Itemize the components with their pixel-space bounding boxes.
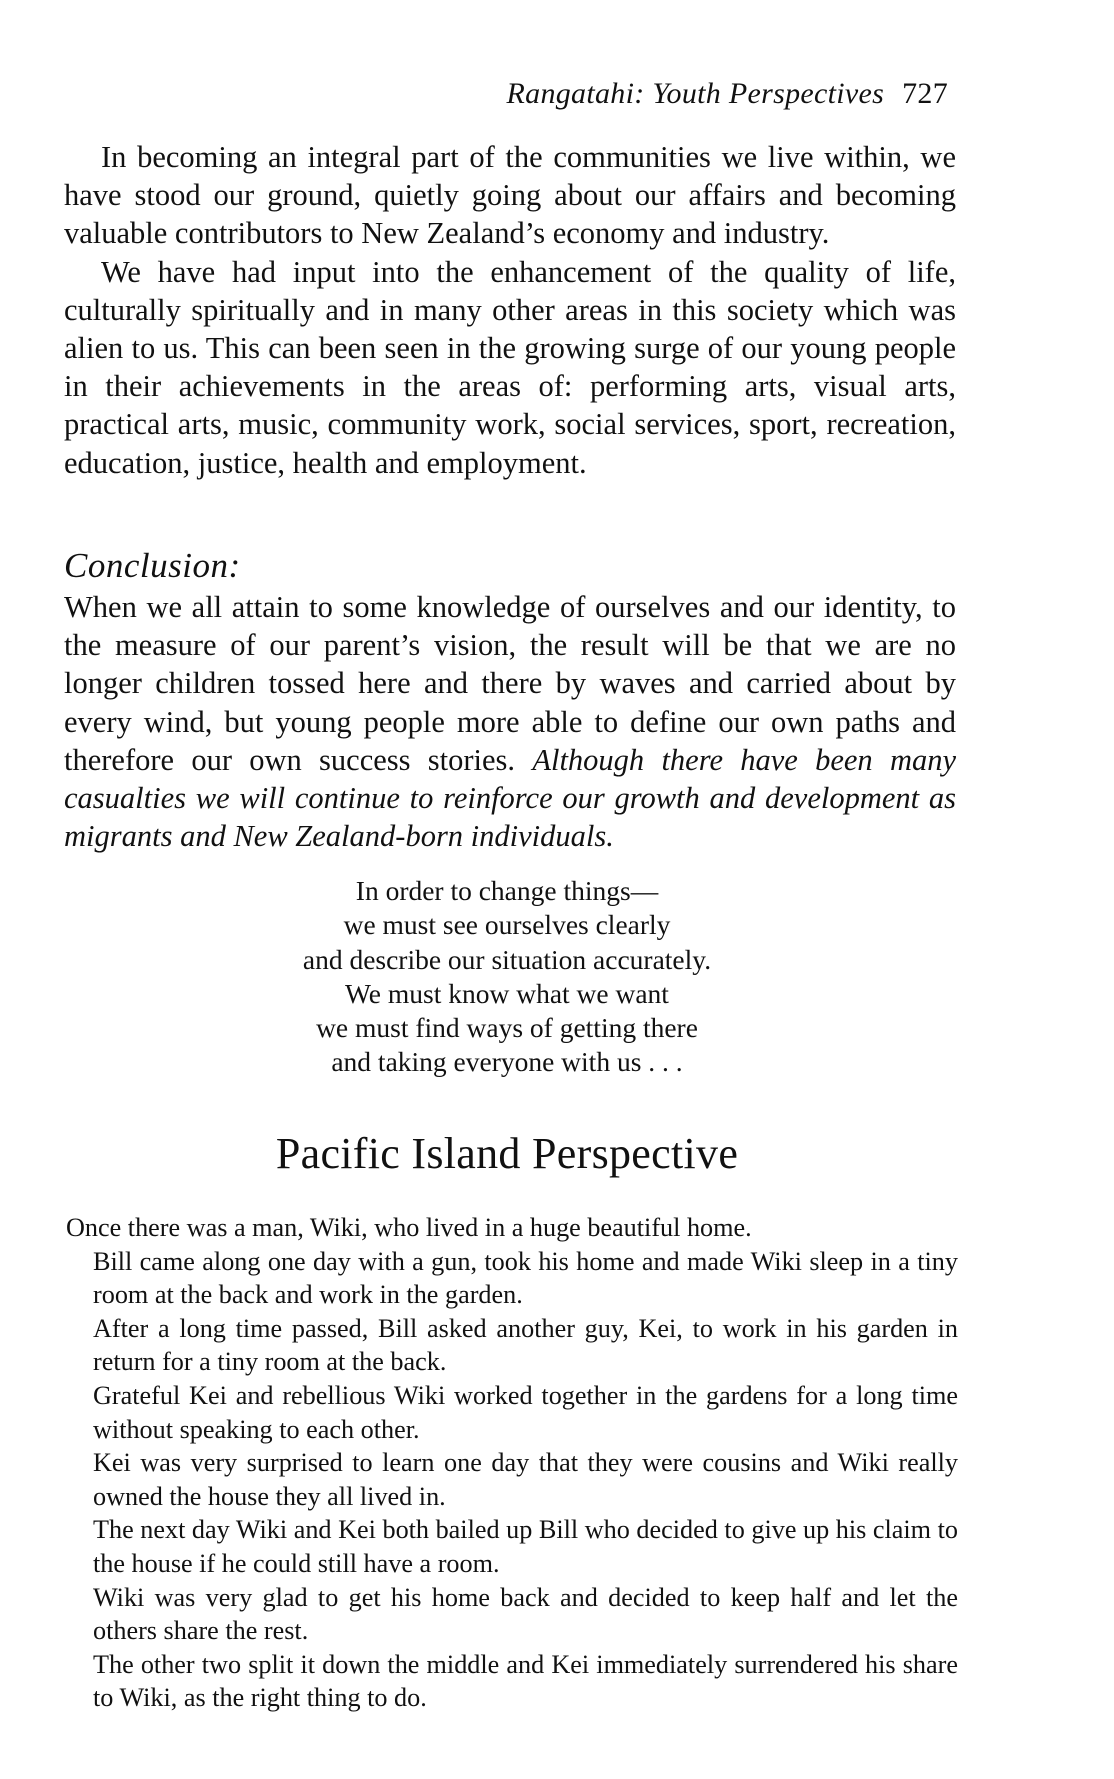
story-paragraph: Bill came along one day with a gun, took his home and made Wiki sleep in a tiny room at the back and work in the garden. bbox=[93, 1246, 958, 1310]
pacific-story bbox=[66, 1211, 958, 1715]
poem-line: we must find ways of getting there bbox=[316, 1012, 698, 1044]
conclusion-heading: Conclusion: bbox=[64, 546, 241, 585]
poem-line: and taking everyone with us . . . bbox=[331, 1046, 683, 1078]
poem-line: In order to change things— bbox=[355, 875, 659, 906]
pacific-island-heading: Pacific Island Perspective bbox=[275, 1129, 739, 1178]
page-number: 727 bbox=[902, 77, 948, 110]
conclusion-paragraph bbox=[64, 588, 956, 855]
running-title: Rangatahi: Youth Perspectives bbox=[506, 77, 885, 110]
poem-line: We must know what we want bbox=[345, 977, 669, 1009]
story-paragraph: The other two split it down the middle and Kei immediately surrendered his share to Wiki, as the right thing to do. bbox=[93, 1649, 958, 1713]
intro-section bbox=[64, 138, 956, 482]
conclusion-section bbox=[64, 588, 956, 855]
intro-paragraph-1: In becoming an integral part of the communities we live within, we have stood our ground, quietly going about our affairs and becoming valuable contributors to New Zealand’s economy and industry. bbox=[64, 140, 956, 251]
poem-line: and describe our situation accurately. bbox=[302, 943, 712, 975]
story-paragraph: After a long time passed, Bill asked another guy, Kei, to work in his garden in return for a tiny room at the back. bbox=[93, 1313, 958, 1377]
running-header bbox=[0, 76, 948, 112]
intro-paragraph-2: We have had input into the enhancement of the quality of life, culturally spiritually and in many other areas in this society which was alien to us. This can been seen in the growing surge of our young people in their achievements in the areas of: performing arts, visual arts, practical arts, music, community work, social services, sport, recreation, education, justice, health and employment. bbox=[64, 254, 956, 480]
poem-block bbox=[0, 874, 1014, 1080]
conclusion-text: When we all attain to some knowledge of ourselves and our identity, to the measure of our parent’s vision, the result will be that we are no longer children tossed here and there by waves and carried about by every wind, but young people more able to define our own paths and therefore our own success stories. bbox=[64, 590, 956, 777]
story-paragraph: The next day Wiki and Kei both bailed up Bill who decided to give up his claim to the house if he could still have a room. bbox=[93, 1515, 958, 1578]
story-paragraph: Grateful Kei and rebellious Wiki worked together in the gardens for a long time without speaking to each other. bbox=[93, 1380, 958, 1444]
conclusion-italic-text: Although there have been many casualties we will continue to reinforce our growth and development as migrants and New Zealand-born individuals. bbox=[64, 742, 957, 854]
poem-line: we must see ourselves clearly bbox=[343, 909, 671, 941]
story-paragraph: Kei was very surprised to learn one day that they were cousins and Wiki really owned the house they all lived in. bbox=[93, 1448, 958, 1511]
story-paragraph: Once there was a man, Wiki, who lived in a huge beautiful home. bbox=[66, 1213, 752, 1242]
story-paragraph: Wiki was very glad to get his home back and decided to keep half and let the others share the rest. bbox=[93, 1582, 958, 1646]
